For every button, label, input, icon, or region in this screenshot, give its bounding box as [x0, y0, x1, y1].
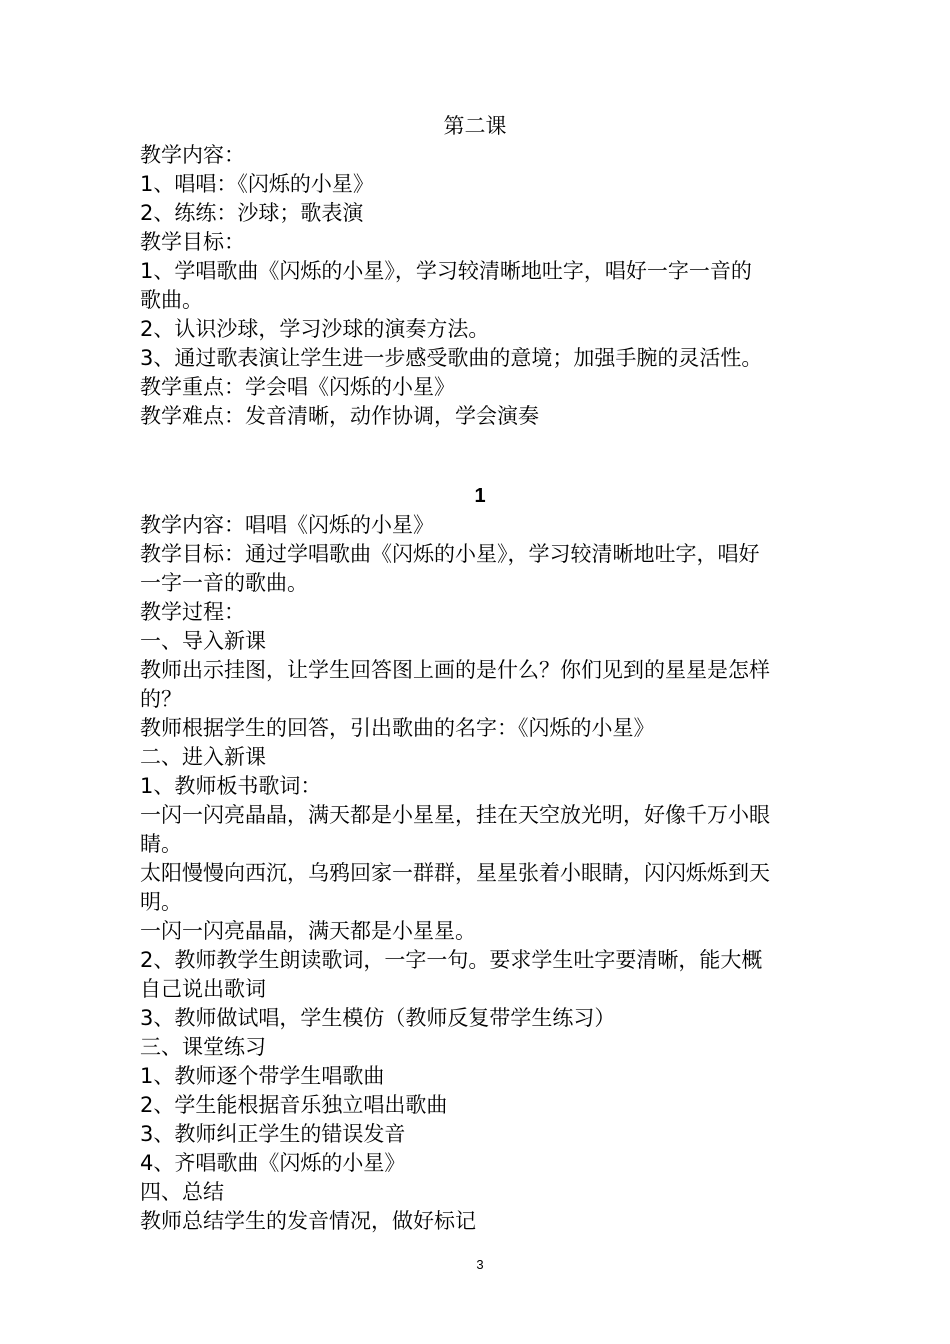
- overview-line: 2、认识沙球，学习沙球的演奏方法。: [140, 317, 490, 341]
- lesson-line: 一闪一闪亮晶晶，满天都是小星星。: [140, 919, 476, 943]
- page-number: 3: [476, 1257, 484, 1272]
- lesson-line: 的？: [140, 687, 182, 711]
- overview-line: 教学目标：: [140, 230, 245, 254]
- lesson-line: 教学过程：: [140, 600, 245, 624]
- lesson-line: 3、教师做试唱，学生模仿（教师反复带学生练习）: [140, 1006, 616, 1030]
- lesson-line: 一字一音的歌曲。: [140, 571, 308, 595]
- lesson-line: 自己说出歌词: [140, 977, 266, 1001]
- lesson-line: 明。: [140, 890, 182, 914]
- overview-line: 3、通过歌表演让学生进一步感受歌曲的意境；加强手腕的灵活性。: [140, 346, 763, 370]
- lesson-line: 一、导入新课: [140, 629, 266, 653]
- lesson-line: 二、进入新课: [140, 745, 266, 769]
- overview-line: 1、学唱歌曲《闪烁的小星》，学习较清晰地吐字，唱好一字一音的: [140, 259, 752, 283]
- lesson-line: 2、教师教学生朗读歌词，一字一句。要求学生吐字要清晰，能大概: [140, 948, 763, 972]
- lesson-line: 2、学生能根据音乐独立唱出歌曲: [140, 1093, 448, 1117]
- lesson-line: 太阳慢慢向西沉，乌鸦回家一群群，星星张着小眼睛，闪闪烁烁到天: [140, 861, 770, 885]
- section-number: 1: [474, 485, 486, 507]
- overview-line: 2、练练：沙球；歌表演: [140, 201, 364, 225]
- overview-line: 教学重点：学会唱《闪烁的小星》: [140, 375, 455, 399]
- lesson-line: 四、总结: [140, 1180, 224, 1204]
- overview-line: 歌曲。: [140, 288, 203, 312]
- lesson-line: 3、教师纠正学生的错误发音: [140, 1122, 406, 1146]
- lesson-line: 1、教师逐个带学生唱歌曲: [140, 1064, 385, 1088]
- lesson-line: 1、教师板书歌词：: [140, 774, 322, 798]
- overview-line: 教学内容：: [140, 143, 245, 167]
- lesson-line: 教师根据学生的回答，引出歌曲的名字：《闪烁的小星》: [140, 716, 655, 740]
- lesson-line: 一闪一闪亮晶晶，满天都是小星星，挂在天空放光明，好像千万小眼: [140, 803, 770, 827]
- lesson-line: 教学内容：唱唱《闪烁的小星》: [140, 513, 434, 537]
- lesson-line: 教师出示挂图，让学生回答图上画的是什么？你们见到的星星是怎样: [140, 658, 770, 682]
- lesson-block: [140, 511, 820, 1236]
- overview-line: 教学难点：发音清晰，动作协调，学会演奏: [140, 404, 539, 428]
- overview-block: [140, 141, 820, 431]
- lesson-line: 4、齐唱歌曲《闪烁的小星》: [140, 1151, 406, 1175]
- lesson-title: 第二课: [443, 114, 507, 138]
- lesson-line: 睛。: [140, 832, 182, 856]
- overview-line: 1、唱唱：《闪烁的小星》: [140, 172, 374, 196]
- lesson-line: 教师总结学生的发音情况，做好标记: [140, 1209, 476, 1233]
- lesson-line: 教学目标：通过学唱歌曲《闪烁的小星》，学习较清晰地吐字，唱好: [140, 542, 760, 566]
- lesson-line: 三、课堂练习: [140, 1035, 266, 1059]
